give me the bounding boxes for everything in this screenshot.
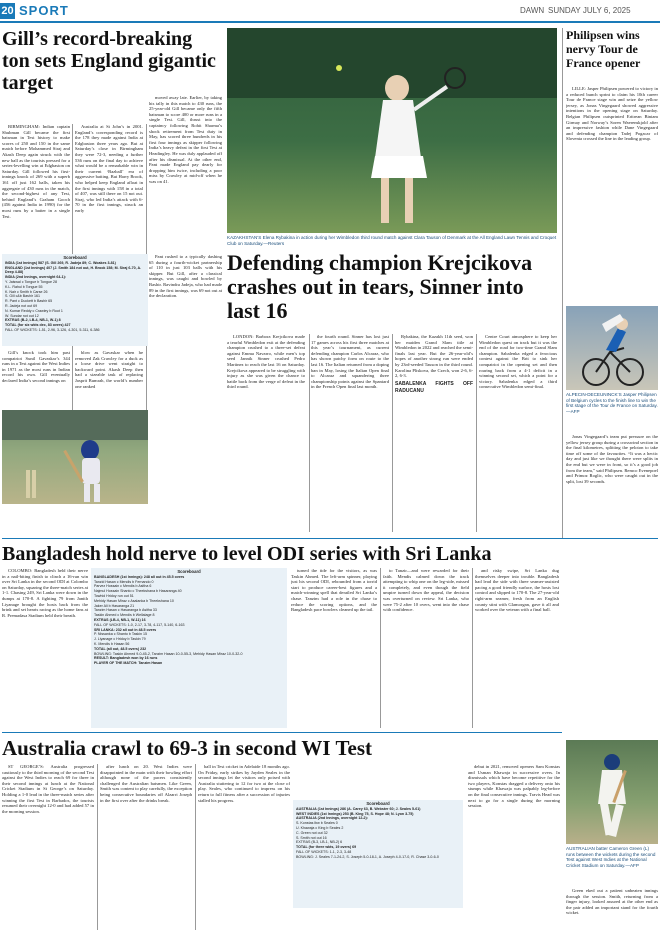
score-line: RESULT: Bangladesh won by 16 runs bbox=[94, 656, 158, 661]
score-line: Y. Jaiswal c Tongue b Tongue 28 bbox=[5, 279, 57, 284]
score-line: AUSTRALIA (2nd Innings, overnight 12-2): bbox=[296, 816, 368, 821]
score-line: R. Pant c Duckett b Bashir 65 bbox=[5, 299, 53, 304]
score-line: SRI LANKA: 232 all out in 48.5 overs bbox=[94, 627, 157, 632]
australia-col-2: after lunch on 20. West Indies were disappointed in the main with their bowling effort although none of the pacers consistently challenged the Australian batsmen. Like Green, Smith was content to play carefully, the exception being consecutive boundaries off Alzarri Joseph in the first over after the drinks break. bbox=[100, 764, 192, 803]
score-line: Parvez Hossain c Mendis b Asitha 6 bbox=[94, 584, 152, 589]
philipsen-cycling-photo bbox=[566, 306, 658, 390]
krejcikova-headline: Defending champion Krejcikova crashes out in tears, Sinner into last 16 bbox=[227, 250, 533, 323]
bangladesh-col-3: turned the tide for the visitors, as was Taskin Ahmed. The left-arm spinner, playing just his second ODI, rebounded from a torrid start to produce career-best figures and a match-winning spell that derailed Sri Lanka’s chase. Tanzim had a role in the chase to reduce the scoring options, and the Bangladesh pace bowlers cleaned up the tail. bbox=[291, 568, 377, 613]
score-line: EXTRAS (B-3, LB-1, NB-2) 6 bbox=[296, 840, 343, 845]
bangladesh-headline: Bangladesh hold nerve to level ODI series with Sri Lanka bbox=[2, 543, 492, 565]
section-rule-2 bbox=[2, 732, 562, 733]
score-line: INDIA (2nd Innings, overnight 64-1): bbox=[5, 275, 66, 280]
krejcikova-col-3: Rybakina, the Kazakh 11th seed, won her maiden Grand Slam title at Wimbledon in 2022 and reached the semi-finals last year. But the 26-year-old’s hopes of another strong run were ended by 23rd-seeded Tauson in the third round. Karolina Pliskova, the Czech, won 2-6, 6-2, 6-3. SABALENKA FIGHTS OFF RADUCANU bbox=[395, 334, 473, 394]
score-line: S. Gill c&b Bashir 161 bbox=[5, 294, 40, 299]
bangladesh-col-4: to Tanzir—and were rewarded for their faith. Mendis calmed down the track attempting to whip one on the leg-side, missed it completely, and even though the field umpire turned down the appeal, the decision was overturned on review. Sri Lanka, who were 75-2 after 10 overs, went into the chase with confidence. bbox=[383, 568, 469, 613]
score-line: K.L. Rahul b Tongue 55 bbox=[5, 284, 43, 289]
krejcikova-col-4: Centre Court atmosphere to keep her Wimbledon quest on track but it was the end of the road for two-time Grand Slam champion. Sabalenka edged a ferocious contest against the Brit to sink her compatriot in the opening set and then roaring back from a 4-1 deficit in a winning second set, which a point for a victory. Sabalenka edged a third consecutive Wimbledon semi-final. bbox=[479, 334, 557, 390]
gill-col-3-text: moved away late. Earlier, by taking his tally in this match to 430 runs, the 25-year-old Gill became only the fifth batsman to score 400 or more runs in a single Test. Gill, thrust into the captaincy following Rohit Sharma’s shock retirement from Test duty in May, has scored three hundreds in his first four innings as skipper following India’s heavy defeat in the first Test at Headingley. He was duly applauded off after his dismissal. At the other end, Pant made England pay dearly for dropping him twice, including a poor miss by Crawley at mid-off when he was on 41. bbox=[149, 95, 222, 184]
score-line: EXTRAS (LB-4, NB-1, W-11) 16 bbox=[94, 617, 146, 622]
australia-headline: Australia crawl to 69-3 in second WI Test bbox=[2, 736, 373, 760]
score-line: ENGLAND (1st Innings) 407 (J. Smith 184 not out, H. Brook 158; M. Siraj 6-70, A. Deep 4-88) bbox=[5, 265, 142, 275]
australia-col-5: debut in 2021, removed openers Sam Konstas and Usman Khawaja in successive overs. In dismissals which have become repetitive for the two players, Konstas dragged a delivery onto his stumps while Khawaja was palpably leg-before on the final consecutive innings. Travis Head was next to go for a single during the morning session. bbox=[468, 764, 560, 809]
gill-col-2b: blow as Gavaskar when he removed Zak Crawley for a duck as a loose drive went straight to backward point. Akash Deep then had a sizeable task of replacing Jasprit Bumrah, the world’s number one ranked bbox=[75, 350, 143, 389]
gill-col-1b: Gill’s knock took him past compatriot Sunil Gavaskar’s 344 runs in a Test against the West Indies in 1971 as the most runs in Indian record his own. Gill eventually declared India’s second innings on bbox=[2, 350, 70, 383]
australia-col-1: ST GEORGE’S: Australia progressed cautiously to the third morning of the second Test against the West Indies to reach 69 for three in their second innings at lunch at the National Cricket Stadium in St George’s on Saturday. Holding a 1-0 lead in the three-match series after winning the first Test in Barbados, the tourists resumed their overnight 12-0 and had added 57 in the morning session. bbox=[2, 764, 94, 814]
australia-col-3: ball in Test cricket in Adelaide 18 months ago. On Friday, early strikes by Jayden Seales in the second innings let the visitors only poised with Australia stuttering to 12 for two at the close of play. Seales, who continued to impress on his return to full fitness after a succession of injuries stalled his progress. bbox=[198, 764, 290, 803]
score-line: AUSTRALIA (1st Innings) 286 (A. Carey 63, B. Webster 60; J. Seales 5-61) bbox=[296, 806, 421, 811]
masthead: DAWN bbox=[520, 6, 545, 15]
bangladesh-scoreboard bbox=[91, 568, 287, 728]
krejcikova-col-1: LONDON: Barbora Krejcikova made a tearful Wimbledon exit at the defending champion crushed to a three-set defeat against Emma Navarro, while men’s top seed Jannik Sinner crushed Pedro Martinez to reach the last 16 on Saturday. Krejcikova appeared to be struggling with injury as she was given the chance to battle back from the verge of defeat in the third round. bbox=[227, 334, 305, 390]
score-line: Jaker Ali b Hasaranga 21 bbox=[94, 603, 135, 608]
publication-date: SUNDAY JULY 6, 2025 bbox=[548, 6, 631, 15]
section-rule-1 bbox=[2, 538, 658, 539]
gill-col-2: Australia at St John’s in 2001. England’s corresponding record is the 178 they made against India at Edgbaston three years ago. But at Saturday’s close in Birmingham they were 72-3, needing a further 536 runs on the final day to achieve what would be a remarkable win in their current ‘Bazball’ era of aggressive batting. But Harry Brook, who helped keep England afloat in the first innings with 158 in a total of 407, was still there on 15 not out. Siraj, who led India’s attack with 6-70 in the first innings, struck an early bbox=[75, 124, 143, 213]
philipsen-col-2: Jonas Vingegaard’s team put pressure on the yellow jersey group during a crosswind section in the final kilometres, splitting the peloton to take time off some of the favourites. “It was a hectic day and just like we thought there were splits in the end but we were in front, so it’s a good job from the team,” said Philipsen. Remco Evenepoel and Primoz Roglic, who were caught out in the split, lost 39 seconds. bbox=[566, 434, 658, 484]
score-line: K. Nair c Smith b Carse 26 bbox=[5, 289, 48, 294]
score-line: TOTAL (for six wkts dec, 83 overs) 427 bbox=[5, 323, 71, 328]
score-line: Tanzim Hasan c Hasaranga b Asitha 33 bbox=[94, 608, 157, 613]
score-line: Tanzid Hasan c Mendis b Fernando 0 bbox=[94, 579, 154, 584]
cricket-scene-icon bbox=[2, 410, 148, 504]
score-line: Najmul Hossain Shanto c Theekshana b Hasaranga 40 bbox=[94, 589, 182, 594]
score-line: W. Sundar not out 12 bbox=[5, 313, 39, 318]
green-cricket-photo bbox=[566, 740, 658, 844]
score-line: PLAYER OF THE MATCH: Tanzim Hasan bbox=[94, 661, 163, 666]
gill-col-3b: Pant rushed to a typically dashing 65 during a fourth-wicket partnership of 110 in just 103 balls with his skipper. But Gill, after a classical innings, was caught and bowled by Bashir. Ravindra Jadeja, who had made 89 in the first innings, was 69 not out at the declaration. bbox=[149, 254, 222, 299]
philipsen-col: LILLE: Jasper Philipsen powered to victory in a reduced bunch sprint to claim his 10th career Tour de France stage win and seize the yellow jersey, as Jonas Vingegaard showed aggressive intentions in the opening stage on Saturday. Belgian Philipsen outsprinted Eritrean Biniam Girmay and Norway’s Soren Waerenskjold after an impressive fashion while Dane Vingegaard and defending champion Tadej Pogacar of Slovenia crossed the line in the leading group. bbox=[566, 86, 658, 142]
score-line: BANGLADESH (1st Innings): 248 all out in 45.5 overs bbox=[94, 574, 185, 579]
gill-scoreboard bbox=[2, 254, 148, 346]
score-line: TOTAL (all out, 48.5 overs) 232 bbox=[94, 646, 147, 651]
rybakina-photo-caption: KAZAKHSTAN’S Elena Rybakina in action during her Wimbledon third round match against Clara Tauson of Denmark at the All England Lawn Tennis and Croquet Club on Saturday.—Reuters bbox=[227, 235, 557, 246]
score-line: C. Green not out 32 bbox=[296, 830, 328, 835]
score-line: K. Mendis b Hasan 56 bbox=[94, 641, 130, 646]
score-line: J. Liyanage c Hridoy b Taskin 79 bbox=[94, 637, 146, 642]
score-line: WEST INDIES (1st Innings) 253 (B. King 75, S. Hope 48; N. Lyon 3-75) bbox=[296, 811, 414, 816]
gill-headline: Gill’s record-breaking ton sets England gigantic target bbox=[2, 28, 216, 94]
score-line: EXTRAS (B-2, LB-4, NB-1, W-1) 8 bbox=[5, 318, 61, 323]
score-line: N. Kumar Reddy c Crawley b Root 1 bbox=[5, 308, 63, 313]
gill-photo-caption-text bbox=[2, 506, 148, 534]
tennis-scene-icon bbox=[227, 28, 557, 233]
page-header bbox=[0, 0, 660, 22]
australia-scoreboard bbox=[293, 800, 463, 908]
gill-scoreboard-title: Scoreboard bbox=[63, 255, 87, 260]
green-photo-caption: AUSTRALIAN batter Cameron Green (L) runs between the wickets during the second Test against West Indies at the National Cricket Stadium on Saturday.—AFP bbox=[566, 846, 656, 868]
section-title: SPORT bbox=[19, 3, 69, 18]
score-line: FALL OF WICKETS: 1-51, 2-96, 3-126, 4-301, 5-311, 6-386 bbox=[5, 327, 100, 332]
score-line: S. Konstas lbw b Seales 0 bbox=[296, 821, 338, 826]
page-number: 20 bbox=[1, 5, 14, 17]
score-line: BOWLING: J. Seales 7-1-24-2, S. Joseph 5-0-18-1, A. Joseph 4-0-17-0, R. Chase 3-0-6-0 bbox=[296, 854, 439, 859]
australia-col-6: Green eked out a patient unbeaten innings through the session. Smith, returning from a finger injury, looked assured at the other end as the pair added an important stand for the fourth wicket. bbox=[566, 888, 658, 916]
score-line: BOWLING: Taskin Ahmed 9-0-45-2, Tanzim Hasan 10-0-55-3, Mehidy Hasan Miraz 10-0-32-0 bbox=[94, 651, 243, 656]
score-line: Taskin Ahmed c Mendis b Wellalage 8 bbox=[94, 613, 155, 618]
gill-col-1: BIRMINGHAM: Indian captain Shubman Gill became the first batsman in Test history to make scores of 250 and 150 in the same match before Mohammed Siraj and Akash Deep again struck with the new ball as the tourists pressed for a series-levelling win at Edgbaston on Saturday. Gill followed his first-innings knock of 269 with a superb 161 off just 162 balls, taken his aggregate of 430 runs in the match, the second-highest of any Test, behind England’s Graham Gooch (456 against India in 1990) for the most runs by a batter in a single Test. bbox=[2, 124, 70, 219]
rybakina-tennis-photo bbox=[227, 28, 557, 233]
score-line: FALL OF WICKETS: 1-0, 2-17, 3-78, 4-117, 5-140, 6-163 bbox=[94, 622, 185, 627]
score-line: Mehidy Hasan Miraz c Asalanka b Theekshana 10 bbox=[94, 598, 174, 603]
score-line: S. Smith not out 16 bbox=[296, 835, 327, 840]
sabalenka-subhead: SABALENKA FIGHTS OFF RADUCANU bbox=[395, 380, 473, 394]
krejcikova-col-2: the fourth round. Sinner has lost just 17 games across his first three matches at this year’s tournament, as current defending champion Carlos Alcaraz, who has shown patchy form on route to the last 16. The Italian returned from a doping ban in May, losing the Italian Open final to Alcaraz and squandering three championship points against the Spaniard in the French Open final last month. bbox=[311, 334, 389, 390]
philipsen-headline: Philipsen wins nervy Tour de France opener bbox=[566, 28, 641, 70]
score-line: U. Khawaja c King b Seales 2 bbox=[296, 825, 344, 830]
score-line: TOTAL (for three wkts, 19 overs) 69 bbox=[296, 845, 357, 850]
header-rule bbox=[0, 21, 660, 23]
gill-cricket-photo bbox=[2, 410, 148, 504]
score-line: INDIA (1st Innings) 587 (S. Gill 269, R. Jadeja 89; C. Woakes 3-81) bbox=[5, 260, 116, 265]
score-line: Towhid Hridoy run out 51 bbox=[94, 593, 134, 598]
score-line: P. Nissanka c Shanto b Taskin 15 bbox=[94, 632, 148, 637]
bangladesh-col-5: and risky swipe, Sri Lanka dug themselves deeper into trouble. Bangladesh had lead the side with three seamer-assisted pacing a good friendly surface, the hosts lost control and slipped to 170-8. The 27-year-old right-arm seamer, fresh from an English county stint with Glamorgan, gave it all and worked over the veteran with a final ball. bbox=[475, 568, 559, 613]
australia-scoreboard-title: Scoreboard bbox=[366, 801, 390, 806]
score-line: R. Jadeja not out 69 bbox=[5, 303, 38, 308]
batter-running-icon bbox=[566, 740, 658, 844]
score-line: FALL OF WICKETS: 1-1, 2-3, 3-48 bbox=[296, 849, 352, 854]
bangladesh-col-1: COLOMBO: Bangladesh held their nerve in a nail-biting finish to clinch a 16-run win over Sri Lanka in the second ODI at Colombo on Saturday, squaring the three-match series at 1-1. Chasing 249, Sri Lanka were down in the dumps at 170-8. A fighting 79 from Janith Liyanage brought the hosts back from the brink and set hearts racing as the home fans at R. Premadasa Stadium held their breath. bbox=[2, 568, 88, 618]
philipsen-photo-caption: ALPECIN-DECEUNINCK’S Jasper Philipsen of Belgium cycles to the finish line to win the first stage of the Tour de France on Saturday.—AFP bbox=[566, 392, 658, 414]
cyclist-icon bbox=[566, 306, 658, 390]
bangladesh-scoreboard-title: Scoreboard bbox=[177, 569, 201, 574]
